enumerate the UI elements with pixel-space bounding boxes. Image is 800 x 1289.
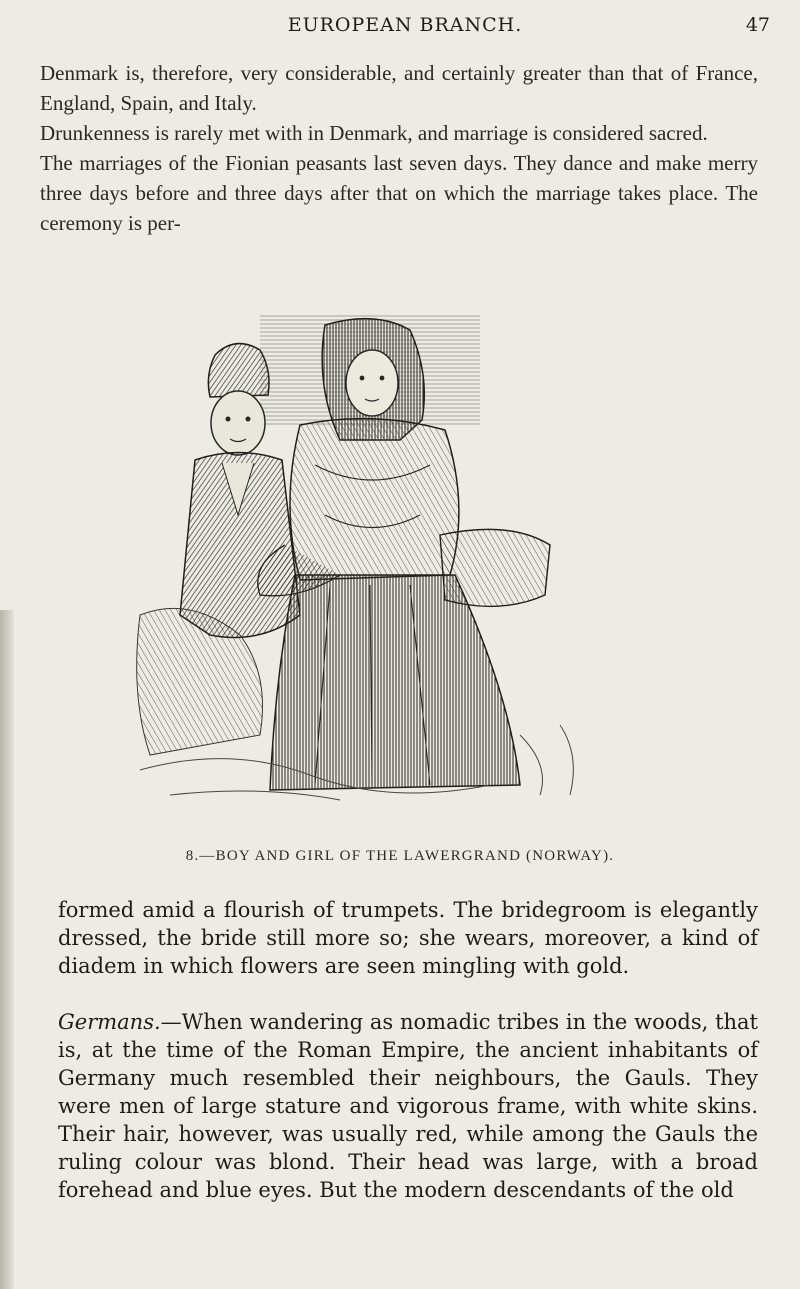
page-edge-shadow bbox=[0, 610, 14, 1289]
paragraph-drunkenness: Drunkenness is rarely met with in Denmark, and marriage is considered sacred. bbox=[40, 121, 708, 145]
paragraph-germans-body: —When wandering as nomadic tribes in the woods, that is, at the time of the Roman Empire, the ancient inhabitants of Germany much resembled their neighbours, the Gauls. They were men of large stature and vigorous frame, with white skins. Their hair, however, was usually red, while among the Gauls the ruling colour was blond. Their head was large, with a broad forehead and blue eyes. But the modern descendants of the old bbox=[58, 1010, 758, 1202]
engraving-boy-and-girl bbox=[110, 315, 610, 815]
section-head-germans: Germans. bbox=[58, 1010, 161, 1034]
paragraph-germans bbox=[58, 1008, 758, 1204]
bottom-text-block bbox=[58, 896, 758, 1204]
running-head: EUROPEAN BRANCH. bbox=[287, 14, 523, 36]
engraving-illustration bbox=[110, 315, 610, 815]
paragraph-denmark-consumption: Denmark is, therefore, very considerable, and certainly greater than that of France, England, Spain, and Italy. bbox=[40, 61, 758, 115]
top-text-block bbox=[40, 58, 758, 238]
paragraph-fionian-marriages: The marriages of the Fionian peasants last seven days. They dance and make merry three days before and three days after that on which the marriage takes place. The ceremony is per- bbox=[40, 151, 758, 235]
figure-caption: 8.—BOY AND GIRL OF THE LAWERGRAND (NORWAY). bbox=[185, 848, 615, 864]
paragraph-ceremony-continuation: formed amid a flourish of trumpets. The bridegroom is elegantly dressed, the bride still more so; she wears, moreover, a kind of diadem in which flowers are seen mingling with gold. bbox=[58, 898, 758, 978]
page-number: 47 bbox=[745, 14, 770, 36]
page-header bbox=[40, 14, 770, 44]
